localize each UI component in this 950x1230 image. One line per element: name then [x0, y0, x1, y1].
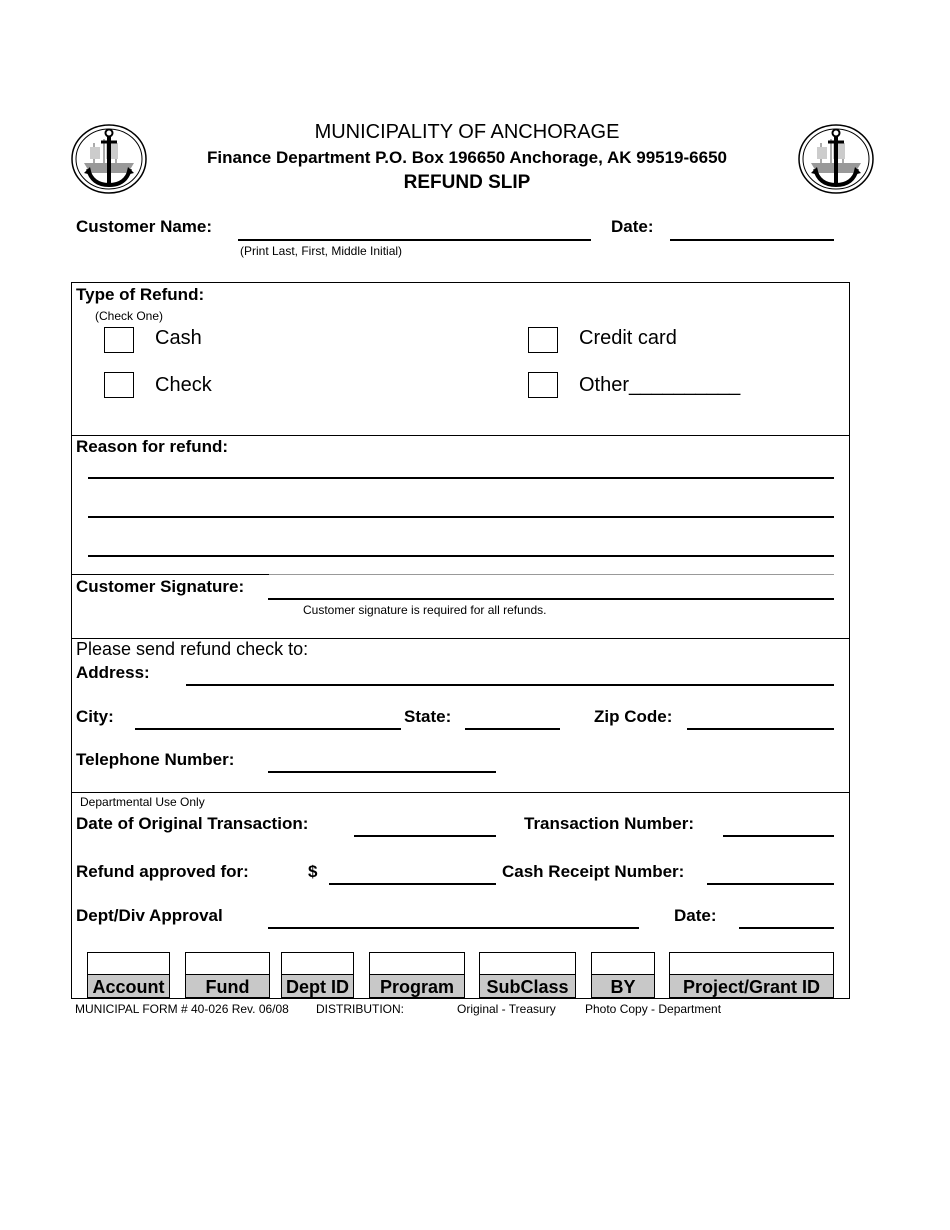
subclass-input[interactable]: [479, 952, 576, 974]
reason-line-3[interactable]: [88, 555, 834, 557]
other-label: Other__________: [579, 374, 741, 396]
customer-name-hint: (Print Last, First, Middle Initial): [240, 244, 403, 258]
other-checkbox[interactable]: [528, 372, 558, 398]
txn-number-label: Transaction Number:: [524, 814, 695, 833]
org-name: MUNICIPALITY OF ANCHORAGE: [314, 121, 620, 143]
account-column-header: Account: [87, 974, 170, 998]
phone-label: Telephone Number:: [76, 750, 235, 769]
account-input[interactable]: [87, 952, 170, 974]
subclass-column-header: SubClass: [479, 974, 576, 998]
divider: [71, 792, 850, 793]
divider: [71, 435, 850, 436]
approved-label: Refund approved for:: [76, 862, 249, 881]
cash-receipt-label: Cash Receipt Number:: [502, 862, 685, 881]
date-field[interactable]: [670, 239, 834, 241]
credit-card-label: Credit card: [579, 327, 677, 349]
by-input[interactable]: [591, 952, 655, 974]
distribution-label: DISTRIBUTION:: [316, 1002, 405, 1016]
state-field[interactable]: [465, 728, 560, 730]
project-grant-id-input[interactable]: [669, 952, 834, 974]
credit-card-checkbox[interactable]: [528, 327, 558, 353]
org-address: Finance Department P.O. Box 196650 Anchorage, AK 99519-6650: [207, 148, 727, 167]
approval-field[interactable]: [268, 927, 639, 929]
program-input[interactable]: [369, 952, 465, 974]
by-column-header: BY: [591, 974, 655, 998]
divider: [269, 574, 834, 575]
mailing-intro: Please send refund check to:: [76, 639, 309, 659]
city-label: City:: [76, 707, 114, 726]
customer-name-field[interactable]: [238, 239, 591, 241]
orig-date-label: Date of Original Transaction:: [76, 814, 309, 833]
project-grant-id-column-header: Project/Grant ID: [669, 974, 834, 998]
reason-label: Reason for refund:: [76, 437, 229, 456]
program-column-header: Program: [369, 974, 465, 998]
approval-date-label: Date:: [674, 906, 717, 925]
dept-header: Departmental Use Only: [80, 795, 205, 809]
phone-field[interactable]: [268, 771, 496, 773]
txn-number-field[interactable]: [723, 835, 834, 837]
distribution-original: Original - Treasury: [457, 1002, 556, 1016]
zip-label: Zip Code:: [594, 707, 673, 726]
state-label: State:: [404, 707, 452, 726]
dollar-sign: $: [308, 862, 318, 881]
zip-field[interactable]: [687, 728, 834, 730]
fund-column-header: Fund: [185, 974, 270, 998]
refund-type-label: Type of Refund:: [76, 285, 205, 304]
date-label: Date:: [611, 217, 654, 236]
orig-date-field[interactable]: [354, 835, 496, 837]
signature-note: Customer signature is required for all refunds.: [303, 603, 547, 617]
dept-id-input[interactable]: [281, 952, 354, 974]
reason-line-1[interactable]: [88, 477, 834, 479]
dept-id-column-header: Dept ID: [281, 974, 354, 998]
signature-field[interactable]: [268, 598, 834, 600]
reason-line-2[interactable]: [88, 516, 834, 518]
approval-date-field[interactable]: [739, 927, 834, 929]
check-checkbox[interactable]: [104, 372, 134, 398]
cash-label: Cash: [155, 327, 202, 349]
customer-name-label: Customer Name:: [76, 217, 213, 236]
signature-label: Customer Signature:: [76, 577, 245, 596]
cash-receipt-field[interactable]: [707, 883, 834, 885]
form-number: MUNICIPAL FORM # 40-026 Rev. 06/08: [75, 1002, 289, 1016]
distribution-copy: Photo Copy - Department: [585, 1002, 722, 1016]
approval-label: Dept/Div Approval: [76, 906, 223, 925]
approved-amount-field[interactable]: [329, 883, 496, 885]
page-title: REFUND SLIP: [403, 172, 531, 193]
cash-checkbox[interactable]: [104, 327, 134, 353]
refund-type-hint: (Check One): [95, 309, 164, 323]
fund-input[interactable]: [185, 952, 270, 974]
address-label: Address:: [76, 663, 150, 682]
city-field[interactable]: [135, 728, 401, 730]
divider: [71, 574, 269, 575]
address-field[interactable]: [186, 684, 834, 686]
check-label: Check: [155, 374, 212, 396]
